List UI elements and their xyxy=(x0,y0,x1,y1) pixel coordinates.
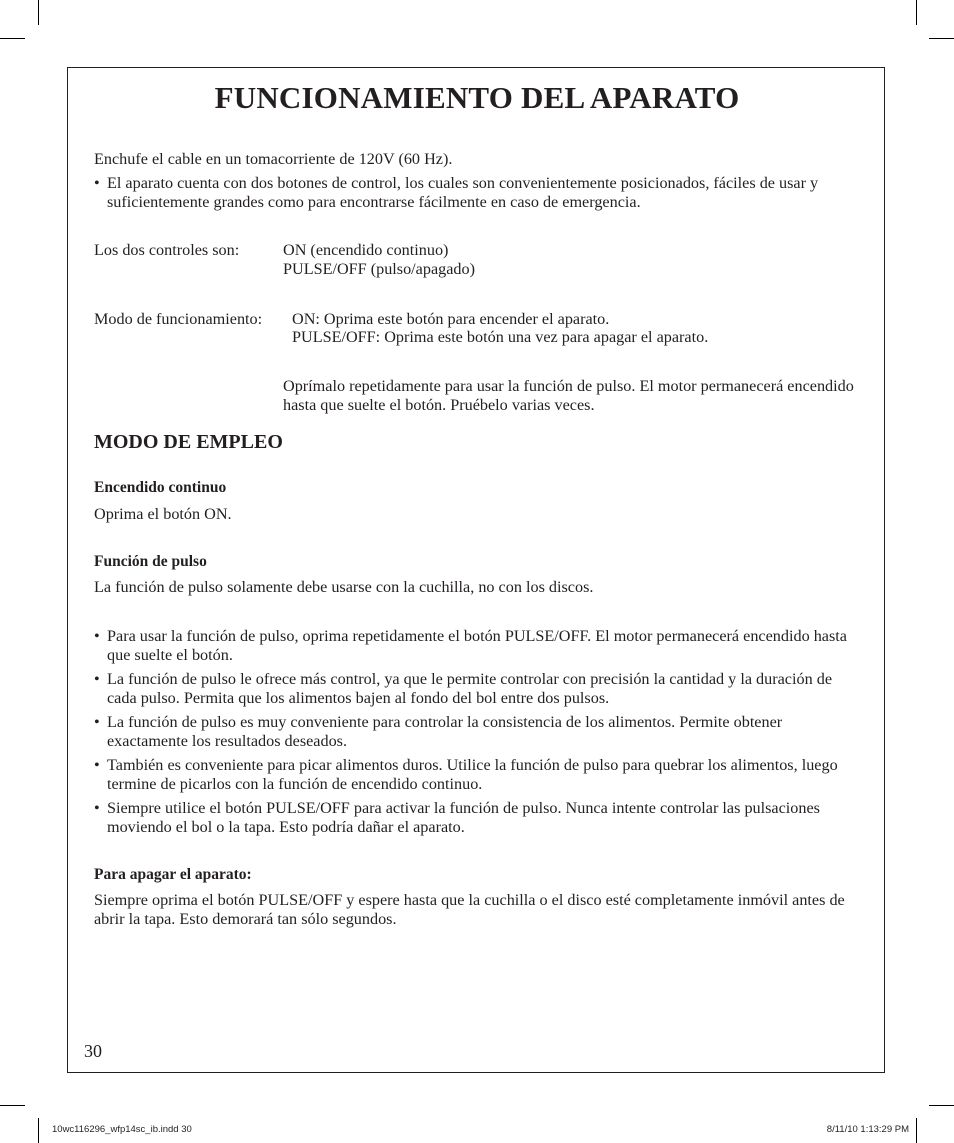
controls-label: Los dos controles son: xyxy=(94,241,240,259)
bullet-marker: • xyxy=(94,799,100,817)
crop-mark xyxy=(0,1105,25,1106)
slug-timestamp: 8/11/10 1:13:29 PM xyxy=(826,1124,909,1135)
crop-mark xyxy=(916,0,917,25)
bullet-text: Para usar la función de pulso, oprima repetidamente el botón PULSE/OFF. El motor permanecerá encendido hasta que suelte el botón. xyxy=(107,627,847,664)
off-text: Siempre oprima el botón PULSE/OFF y espere hasta que la cuchilla o el disco esté completamente inmóvil antes de abrir la tapa. Esto demorará tan sólo segundos. xyxy=(94,891,845,928)
bullet-marker: • xyxy=(94,174,100,192)
pulse-bullet xyxy=(94,627,864,664)
crop-mark xyxy=(929,38,954,39)
bullet-marker: • xyxy=(94,756,100,774)
crop-mark xyxy=(38,0,39,25)
slug-file-info: 10wc116296_wfp14sc_ib.indd 30 xyxy=(52,1124,192,1135)
pulse-bullet xyxy=(94,756,864,793)
page-title: FUNCIONAMIENTO DEL APARATO xyxy=(214,80,740,115)
mode-label: Modo de funcionamiento: xyxy=(94,310,263,328)
mode-pulse-off: PULSE/OFF: Oprima este botón una vez para apagar el aparato. xyxy=(292,328,709,346)
page-number: 30 xyxy=(84,1041,102,1061)
off-heading: Para apagar el aparato: xyxy=(94,866,252,883)
bullet-text: La función de pulso le ofrece más control, ya que le permite controlar con precisión la cantidad y la duración de cada pulso. Permita que los alimentos bajen al fondo del bol entre dos pulsos. xyxy=(107,670,833,707)
crop-mark xyxy=(929,1105,954,1106)
control-pulse-off: PULSE/OFF (pulso/apagado) xyxy=(283,260,475,278)
bullet-marker: • xyxy=(94,713,100,731)
continuous-text: Oprima el botón ON. xyxy=(94,505,232,523)
crop-mark xyxy=(916,1118,917,1143)
pulse-bullet xyxy=(94,799,864,836)
bullet-text: Siempre utilice el botón PULSE/OFF para activar la función de pulso. Nunca intente controlar las pulsaciones moviendo el bol o la tapa. Esto podría dañar el aparato. xyxy=(107,799,820,836)
intro-bullet xyxy=(94,174,864,211)
bullet-marker: • xyxy=(94,670,100,688)
pulse-text: La función de pulso solamente debe usarse con la cuchilla, no con los discos. xyxy=(94,578,594,596)
pulse-bullet xyxy=(94,713,864,750)
continuous-heading: Encendido continuo xyxy=(94,479,227,496)
mode-on: ON: Oprima este botón para encender el aparato. xyxy=(292,310,610,328)
bullet-marker: • xyxy=(94,627,100,645)
crop-mark xyxy=(0,38,25,39)
pulse-heading: Función de pulso xyxy=(94,553,207,570)
control-on: ON (encendido continuo) xyxy=(283,241,449,259)
pulse-bullet xyxy=(94,670,864,707)
bullet-text: También es conveniente para picar alimentos duros. Utilice la función de pulso para quebrar los alimentos, luego termine de picarlos con la función de encendido continuo. xyxy=(107,756,838,793)
crop-mark xyxy=(38,1118,39,1143)
bullet-text: El aparato cuenta con dos botones de control, los cuales son convenientemente posicionados, fáciles de usar y suficientemente grandes como para encontrarse fácilmente en caso de emergencia. xyxy=(107,174,819,211)
mode-repeat: Oprímalo repetidamente para usar la función de pulso. El motor permanecerá encendido hasta que suelte el botón. Pruébelo varias veces. xyxy=(283,377,854,414)
section-heading: MODO DE EMPLEO xyxy=(94,431,283,453)
bullet-text: La función de pulso es muy conveniente para controlar la consistencia de los alimentos. Permite obtener exactamente los resultados deseados. xyxy=(107,713,783,750)
intro-text: Enchufe el cable en un tomacorriente de 120V (60 Hz). xyxy=(94,150,453,168)
